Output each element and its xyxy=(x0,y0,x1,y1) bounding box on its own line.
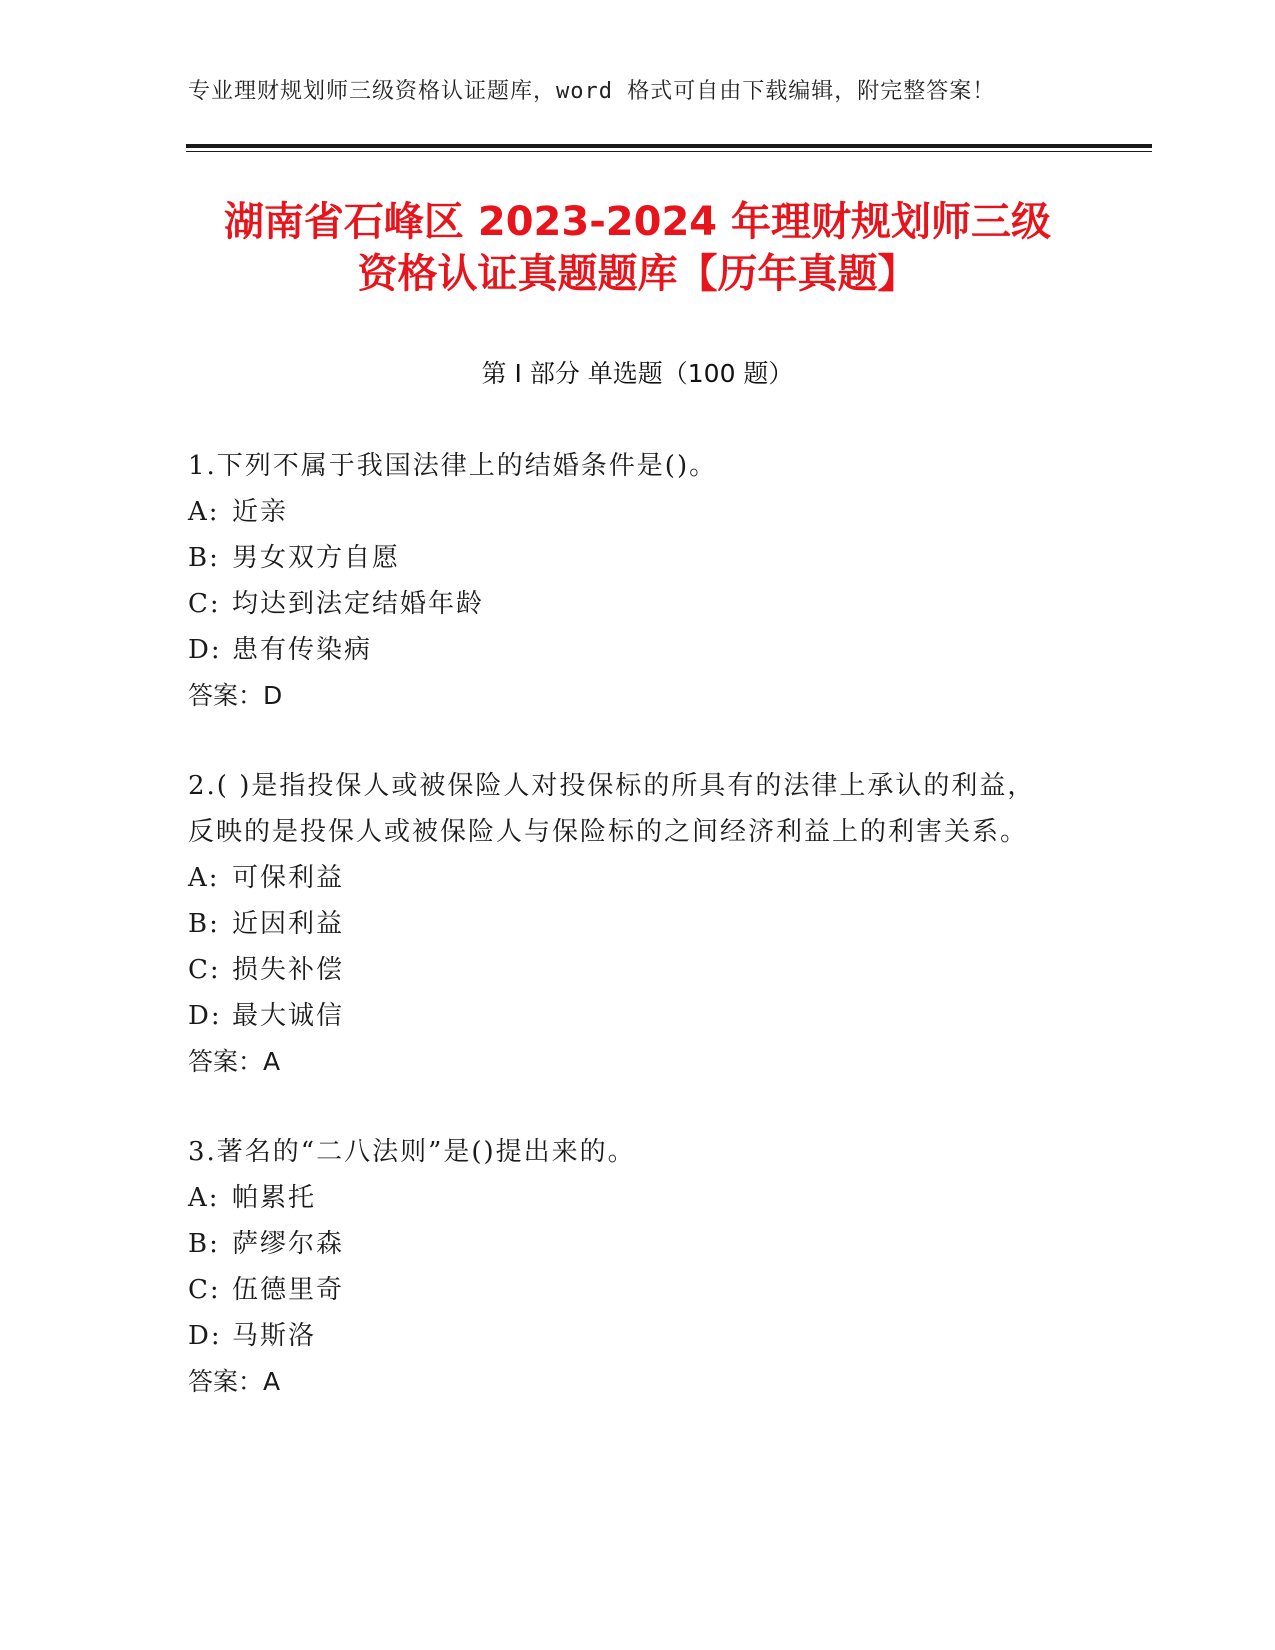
option-a xyxy=(188,489,1088,535)
option-key: A: xyxy=(188,863,220,893)
option-key: A: xyxy=(188,497,220,527)
option-text: 伍德里奇 xyxy=(232,1275,345,1305)
question-2 xyxy=(188,763,1088,1085)
option-a xyxy=(188,1175,1088,1221)
question-list xyxy=(188,443,1088,1449)
option-text: 帕累托 xyxy=(232,1183,317,1213)
answer: 答案：D xyxy=(188,681,283,710)
title-line-2: 资格认证真题题库【历年真题】 xyxy=(357,251,918,297)
option-b xyxy=(188,901,1088,947)
option-key: D: xyxy=(188,1321,222,1351)
document-title xyxy=(150,196,1125,300)
option-key: C: xyxy=(188,955,221,985)
option-text: 损失补偿 xyxy=(232,955,345,985)
option-key: D: xyxy=(188,635,222,665)
option-text: 男女双方自愿 xyxy=(232,543,401,573)
option-key: D: xyxy=(188,1001,222,1031)
option-text: 近因利益 xyxy=(232,909,345,939)
question-3 xyxy=(188,1129,1088,1405)
question-text: 1.下列不属于我国法律上的结婚条件是()。 xyxy=(188,451,718,481)
option-c xyxy=(188,581,1088,627)
option-key: B: xyxy=(188,1229,220,1259)
question-text-line-2: 反映的是投保人或被保险人与保险标的之间经济利益上的利害关系。 xyxy=(188,817,1029,847)
option-text: 马斯洛 xyxy=(232,1321,317,1351)
option-a xyxy=(188,855,1088,901)
answer: 答案：A xyxy=(188,1367,281,1396)
question-1 xyxy=(188,443,1088,719)
option-c xyxy=(188,1267,1088,1313)
option-text: 萨缪尔森 xyxy=(232,1229,345,1259)
option-key: C: xyxy=(188,1275,221,1305)
option-c xyxy=(188,947,1088,993)
option-text: 可保利益 xyxy=(232,863,345,893)
title-line-1: 湖南省石峰区 2023-2024 年理财规划师三级 xyxy=(223,199,1052,245)
section-title: 第 I 部分 单选题（100 题） xyxy=(481,359,794,388)
header-note: 专业理财规划师三级资格认证题库，word 格式可自由下载编辑，附完整答案！ xyxy=(188,79,996,104)
option-key: B: xyxy=(188,909,220,939)
option-text: 均达到法定结婚年龄 xyxy=(232,589,485,619)
question-text: 3.著名的“二八法则”是()提出来的。 xyxy=(188,1137,636,1167)
option-d xyxy=(188,993,1088,1039)
option-d xyxy=(188,627,1088,673)
answer: 答案：A xyxy=(188,1047,281,1076)
header-divider-thick xyxy=(186,144,1152,148)
option-b xyxy=(188,1221,1088,1267)
option-text: 患有传染病 xyxy=(232,635,373,665)
question-text-line-1: 2.( )是指投保人或被保险人对投保标的所具有的法律上承认的利益， xyxy=(188,771,1036,801)
option-key: B: xyxy=(188,543,220,573)
option-d xyxy=(188,1313,1088,1359)
option-text: 近亲 xyxy=(232,497,289,527)
option-text: 最大诚信 xyxy=(232,1001,345,1031)
option-key: A: xyxy=(188,1183,220,1213)
header-divider-thin xyxy=(186,151,1152,152)
option-b xyxy=(188,535,1088,581)
option-key: C: xyxy=(188,589,221,619)
